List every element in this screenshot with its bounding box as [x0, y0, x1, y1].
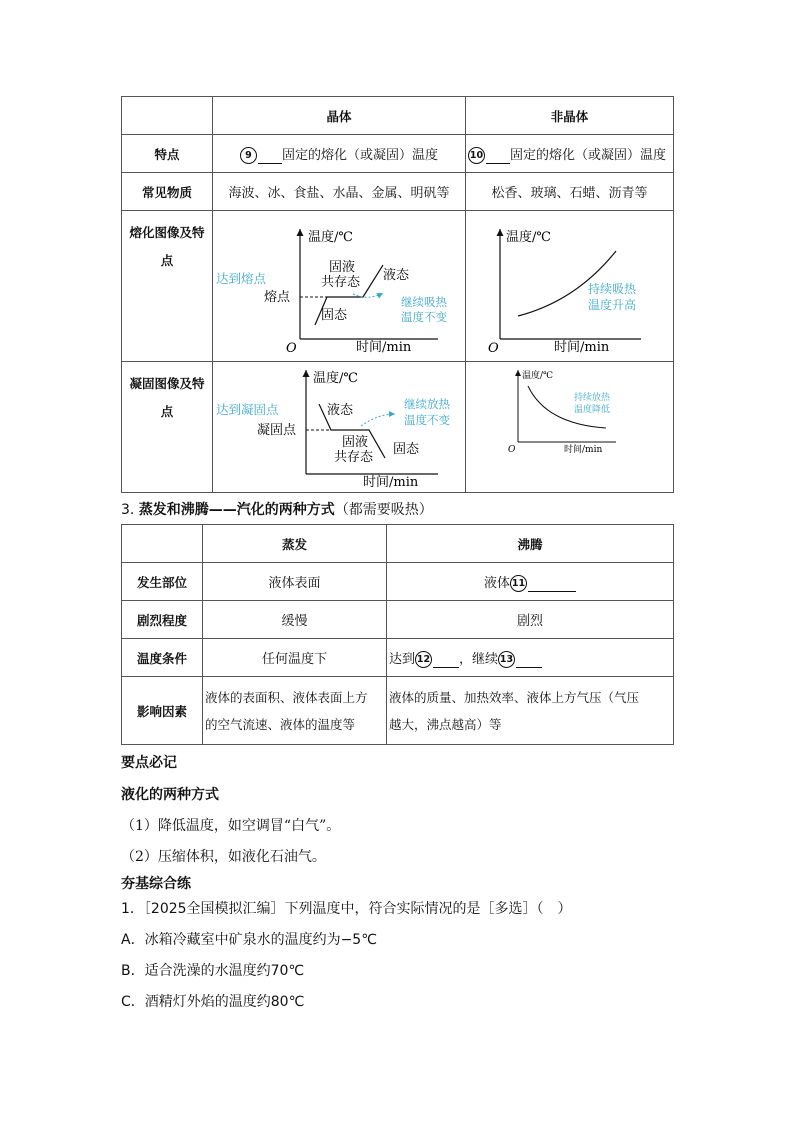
section-title-text: 蒸发和沸腾——汽化的两种方式 — [138, 502, 335, 518]
crystal-solidifying-graph — [213, 362, 466, 492]
table2-header-empty — [122, 525, 203, 563]
amorphous-melting-graph — [466, 211, 674, 361]
note-reach-solidifying-point: 达到凝固点 — [216, 402, 279, 417]
table1-header-amorphous: 非晶体 — [466, 97, 674, 135]
x-axis-label: 时间/min — [564, 445, 603, 455]
y-axis-label: 温度/℃ — [506, 230, 551, 245]
crystal-substances: 海波、冰、食盐、水晶、金属、明矾等 — [213, 173, 466, 211]
note-keep-absorbing: 继续吸热 — [401, 295, 447, 309]
note-temp-constant: 温度不变 — [401, 310, 447, 324]
answer-number-9: 9 — [240, 147, 257, 164]
note-temp-dropping: 温度降低 — [574, 405, 611, 415]
boil-temperature-mid: ，继续 — [459, 651, 499, 667]
note-keep-releasing: 持续放热 — [574, 393, 611, 403]
crystal-solidifying-graph-cell — [213, 362, 466, 493]
boil-intensity: 剧烈 — [387, 601, 674, 639]
crystal-amorphous-table — [121, 96, 674, 493]
blue-arrow — [361, 414, 395, 426]
mixed-label-2: 共存态 — [321, 275, 361, 290]
option-c[interactable]: C．酒精灯外焰的温度约80℃ — [121, 994, 305, 1010]
mixed-label-1: 固液 — [342, 435, 369, 450]
section-number: 3. — [121, 502, 135, 518]
answer-number-12: 12 — [415, 651, 432, 668]
answer-number-11: 11 — [510, 575, 527, 592]
origin-label: O — [286, 341, 297, 356]
evap-factors-line1: 液体的表面积、液体表面上方 — [205, 689, 368, 705]
mixed-label-2: 共存态 — [334, 450, 374, 465]
question-1: 1．［2025全国模拟汇编］下列温度中，符合实际情况的是［多选］（ ） — [121, 901, 572, 917]
amorphous-substances: 松香、玻璃、石蜡、沥青等 — [466, 173, 674, 211]
answer-blank-12[interactable] — [433, 653, 459, 668]
boil-location-prefix: 液体 — [483, 575, 510, 591]
solid-label: 固态 — [321, 308, 348, 323]
amorphous-melting-graph-cell — [466, 211, 674, 362]
answer-number-10: 10 — [468, 147, 485, 164]
x-axis-label: 时间/min — [363, 475, 419, 490]
option-a[interactable]: A．冰箱冷藏室中矿泉水的温度约为−5℃ — [121, 932, 377, 948]
crystal-feature-cell — [213, 135, 466, 173]
solidifying-point-label: 凝固点 — [257, 423, 297, 438]
crystal-melting-graph — [213, 211, 466, 361]
boil-factors-line2: 越大，沸点越高）等 — [389, 716, 502, 732]
crystal-feature-text: 固定的熔化（或凝固）温度 — [281, 147, 438, 163]
solidifying-label-line1: 凝固图像及特 — [129, 376, 205, 391]
row-label-factors: 影响因素 — [122, 677, 203, 745]
table2-header-boiling: 沸腾 — [387, 525, 674, 563]
melting-label-line2: 点 — [160, 253, 174, 268]
boil-factors — [387, 677, 674, 745]
y-axis-label: 温度/℃ — [313, 371, 358, 386]
row-label-melting — [122, 211, 213, 362]
melting-label-line1: 熔化图像及特 — [129, 225, 205, 240]
note-keep-absorbing: 持续吸热 — [588, 282, 637, 296]
y-axis-label: 温度/℃ — [308, 230, 353, 245]
boil-temperature-cell — [387, 639, 674, 677]
origin-label: O — [508, 445, 516, 455]
liquid-label: 液态 — [327, 403, 354, 418]
amorphous-feature-cell — [466, 135, 674, 173]
row-label-location: 发生部位 — [122, 563, 203, 601]
evap-factors-line2: 的空气流速、液体的温度等 — [205, 716, 356, 732]
solidifying-label-line2: 点 — [160, 404, 174, 419]
option-b[interactable]: B．适合洗澡的水温度约70℃ — [121, 963, 305, 979]
origin-label: O — [488, 341, 499, 356]
key-points-title: 要点必记 — [121, 755, 177, 771]
boil-factors-line1: 液体的质量、加热效率、液体上方气压（气压 — [389, 689, 640, 705]
section-title-note: （都需要吸热） — [334, 502, 433, 518]
x-axis-label: 时间/min — [554, 340, 610, 355]
amorphous-solidifying-graph — [466, 362, 674, 492]
crystal-melting-graph-cell — [213, 211, 466, 362]
solid-label: 固态 — [393, 442, 420, 457]
x-axis-label: 时间/min — [356, 340, 412, 355]
liquid-label: 液态 — [383, 268, 410, 283]
evap-factors — [203, 677, 387, 745]
note-keep-releasing: 继续放热 — [404, 397, 450, 411]
answer-blank-13[interactable] — [516, 653, 542, 668]
row-label-feature: 特点 — [122, 135, 213, 173]
row-label-temperature: 温度条件 — [122, 639, 203, 677]
practice-title: 夯基综合练 — [121, 876, 191, 892]
melting-point-label: 熔点 — [264, 290, 291, 305]
answer-blank-11[interactable] — [528, 577, 576, 592]
y-axis-label: 温度/℃ — [522, 371, 554, 381]
row-label-solidifying — [122, 362, 213, 493]
note-temp-constant: 温度不变 — [404, 413, 450, 427]
boil-temperature-prefix: 达到 — [389, 651, 416, 667]
note-reach-melting-point: 达到熔点 — [216, 271, 267, 286]
amorphous-feature-text: 固定的熔化（或凝固）温度 — [510, 147, 667, 163]
section-3-title — [121, 499, 433, 519]
table1-header-crystal: 晶体 — [213, 97, 466, 135]
row-label-intensity: 剧烈程度 — [122, 601, 203, 639]
key-point-2: （2）压缩体积，如液化石油气。 — [121, 849, 326, 865]
boil-location-cell — [387, 563, 674, 601]
row-label-substances: 常见物质 — [122, 173, 213, 211]
evap-temperature: 任何温度下 — [203, 639, 387, 677]
answer-blank-10[interactable] — [486, 149, 510, 164]
table2-header-evaporation: 蒸发 — [203, 525, 387, 563]
mixed-label-1: 固液 — [329, 260, 356, 275]
evaporation-boiling-table — [121, 524, 674, 745]
amorphous-solidifying-graph-cell — [466, 362, 674, 493]
answer-blank-9[interactable] — [258, 149, 282, 164]
key-point-1: （1）降低温度，如空调冒“白气”。 — [121, 818, 341, 834]
evap-location: 液体表面 — [203, 563, 387, 601]
answer-number-13: 13 — [498, 651, 515, 668]
note-temp-rising: 温度升高 — [588, 298, 637, 312]
table1-header-empty — [122, 97, 213, 135]
key-points-subtitle: 液化的两种方式 — [121, 787, 219, 803]
evap-intensity: 缓慢 — [203, 601, 387, 639]
